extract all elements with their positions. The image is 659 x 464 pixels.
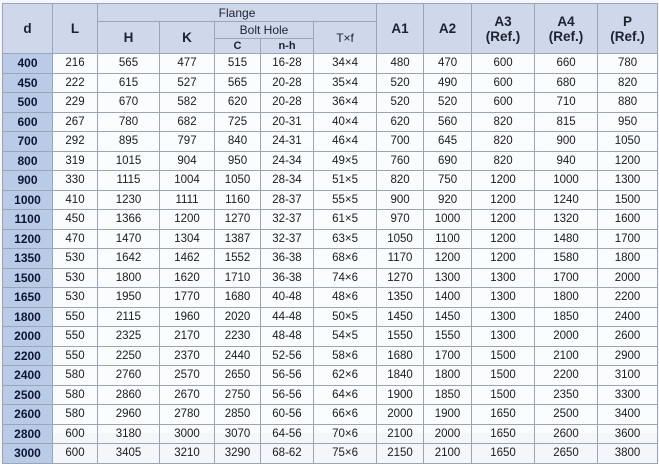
cell-a2: 1800 <box>424 366 472 386</box>
cell-a1: 1450 <box>377 307 424 327</box>
cell-k: 2780 <box>160 405 215 425</box>
cell-a1: 1680 <box>377 346 424 366</box>
cell-c: 2440 <box>215 346 261 366</box>
cell-k: 477 <box>160 54 215 74</box>
cell-a4: 2600 <box>535 424 598 444</box>
header-a2: A2 <box>424 4 472 54</box>
cell-n-h: 20-28 <box>261 93 314 113</box>
cell-n-h: 52-56 <box>261 346 314 366</box>
cell-t-f: 40×4 <box>314 112 377 132</box>
cell-k: 1200 <box>160 210 215 230</box>
header-d: d <box>3 4 53 54</box>
cell-c: 620 <box>215 93 261 113</box>
cell-p: 3600 <box>598 424 658 444</box>
cell-n-h: 48-48 <box>261 327 314 347</box>
cell-a4: 660 <box>535 54 598 74</box>
header-a4-ref: (Ref.) <box>548 28 584 44</box>
cell-p: 2200 <box>598 288 658 308</box>
cell-a3: 1500 <box>472 366 535 386</box>
cell-d: 2600 <box>3 405 53 425</box>
cell-a2: 1850 <box>424 385 472 405</box>
cell-k: 3210 <box>160 444 215 464</box>
cell-a3: 1650 <box>472 424 535 444</box>
cell-a1: 700 <box>377 132 424 152</box>
cell-n-h: 20-28 <box>261 73 314 93</box>
header-p-ref: (Ref.) <box>610 28 645 44</box>
header-l: L <box>53 4 98 54</box>
cell-p: 950 <box>598 112 658 132</box>
cell-a4: 940 <box>535 151 598 171</box>
cell-c: 950 <box>215 151 261 171</box>
header-a3-label: A3 <box>494 13 512 29</box>
cell-a2: 1700 <box>424 346 472 366</box>
cell-k: 582 <box>160 93 215 113</box>
cell-h: 3405 <box>98 444 160 464</box>
header-a4 <box>535 4 598 54</box>
cell-a2: 1300 <box>424 268 472 288</box>
cell-h: 1115 <box>98 171 160 191</box>
cell-t-f: 55×5 <box>314 190 377 210</box>
cell-l: 319 <box>53 151 98 171</box>
cell-d: 700 <box>3 132 53 152</box>
cell-t-f: 54×5 <box>314 327 377 347</box>
cell-p: 1200 <box>598 151 658 171</box>
cell-n-h: 24-34 <box>261 151 314 171</box>
cell-a2: 1100 <box>424 229 472 249</box>
cell-t-f: 62×6 <box>314 366 377 386</box>
cell-a4: 2500 <box>535 405 598 425</box>
header-k: K <box>160 22 215 54</box>
cell-p: 3100 <box>598 366 658 386</box>
cell-c: 2650 <box>215 366 261 386</box>
cell-t-f: 63×5 <box>314 229 377 249</box>
cell-h: 1950 <box>98 288 160 308</box>
cell-a3: 820 <box>472 132 535 152</box>
cell-a2: 1450 <box>424 307 472 327</box>
table-row <box>3 151 658 171</box>
cell-d: 1000 <box>3 190 53 210</box>
cell-t-f: 34×4 <box>314 54 377 74</box>
cell-k: 2170 <box>160 327 215 347</box>
cell-c: 3070 <box>215 424 261 444</box>
cell-a2: 690 <box>424 151 472 171</box>
cell-a3: 1650 <box>472 405 535 425</box>
cell-h: 895 <box>98 132 160 152</box>
cell-c: 1270 <box>215 210 261 230</box>
cell-l: 580 <box>53 366 98 386</box>
cell-c: 1710 <box>215 268 261 288</box>
cell-p: 780 <box>598 54 658 74</box>
cell-p: 3800 <box>598 444 658 464</box>
cell-p: 820 <box>598 73 658 93</box>
header-a1: A1 <box>377 4 424 54</box>
cell-a1: 2100 <box>377 424 424 444</box>
cell-d: 900 <box>3 171 53 191</box>
header-n-h: n-h <box>261 39 314 54</box>
cell-a1: 1550 <box>377 327 424 347</box>
cell-a4: 710 <box>535 93 598 113</box>
cell-a3: 600 <box>472 73 535 93</box>
cell-n-h: 20-31 <box>261 112 314 132</box>
cell-l: 550 <box>53 346 98 366</box>
cell-a4: 1480 <box>535 229 598 249</box>
cell-a1: 970 <box>377 210 424 230</box>
cell-h: 2115 <box>98 307 160 327</box>
cell-p: 3400 <box>598 405 658 425</box>
cell-h: 1642 <box>98 249 160 269</box>
cell-h: 670 <box>98 93 160 113</box>
cell-a3: 1650 <box>472 444 535 464</box>
table-row <box>3 385 658 405</box>
cell-n-h: 32-37 <box>261 210 314 230</box>
cell-d: 2500 <box>3 385 53 405</box>
cell-k: 2570 <box>160 366 215 386</box>
cell-h: 2250 <box>98 346 160 366</box>
cell-p: 3300 <box>598 385 658 405</box>
cell-k: 3000 <box>160 424 215 444</box>
cell-l: 450 <box>53 210 98 230</box>
cell-p: 1050 <box>598 132 658 152</box>
cell-t-f: 46×4 <box>314 132 377 152</box>
cell-k: 1462 <box>160 249 215 269</box>
cell-a1: 520 <box>377 93 424 113</box>
table-header <box>3 4 658 54</box>
table-row <box>3 405 658 425</box>
cell-d: 2400 <box>3 366 53 386</box>
cell-l: 550 <box>53 327 98 347</box>
cell-h: 1015 <box>98 151 160 171</box>
cell-a3: 1300 <box>472 307 535 327</box>
cell-n-h: 36-38 <box>261 249 314 269</box>
cell-a1: 2000 <box>377 405 424 425</box>
cell-d: 500 <box>3 93 53 113</box>
cell-a4: 815 <box>535 112 598 132</box>
cell-a1: 1050 <box>377 229 424 249</box>
cell-h: 615 <box>98 73 160 93</box>
header-p <box>598 4 658 54</box>
cell-c: 515 <box>215 54 261 74</box>
cell-a4: 2100 <box>535 346 598 366</box>
table-row <box>3 249 658 269</box>
cell-p: 1300 <box>598 171 658 191</box>
table-body <box>3 54 658 464</box>
cell-l: 292 <box>53 132 98 152</box>
cell-a4: 1850 <box>535 307 598 327</box>
cell-l: 222 <box>53 73 98 93</box>
cell-d: 3000 <box>3 444 53 464</box>
cell-d: 600 <box>3 112 53 132</box>
cell-l: 410 <box>53 190 98 210</box>
table-row <box>3 268 658 288</box>
table-row <box>3 112 658 132</box>
cell-k: 1770 <box>160 288 215 308</box>
cell-h: 565 <box>98 54 160 74</box>
table-row <box>3 229 658 249</box>
cell-c: 2850 <box>215 405 261 425</box>
cell-t-f: 61×5 <box>314 210 377 230</box>
cell-k: 904 <box>160 151 215 171</box>
cell-a1: 1350 <box>377 288 424 308</box>
table-row <box>3 54 658 74</box>
cell-d: 400 <box>3 54 53 74</box>
table-row <box>3 190 658 210</box>
cell-a4: 2000 <box>535 327 598 347</box>
cell-c: 725 <box>215 112 261 132</box>
cell-a2: 2100 <box>424 444 472 464</box>
cell-p: 2600 <box>598 327 658 347</box>
cell-t-f: 36×4 <box>314 93 377 113</box>
cell-k: 2670 <box>160 385 215 405</box>
cell-h: 3180 <box>98 424 160 444</box>
cell-a2: 920 <box>424 190 472 210</box>
cell-p: 880 <box>598 93 658 113</box>
cell-c: 565 <box>215 73 261 93</box>
cell-a1: 1170 <box>377 249 424 269</box>
cell-n-h: 16-28 <box>261 54 314 74</box>
cell-n-h: 32-37 <box>261 229 314 249</box>
cell-t-f: 66×6 <box>314 405 377 425</box>
cell-c: 2020 <box>215 307 261 327</box>
cell-p: 2000 <box>598 268 658 288</box>
cell-a2: 1900 <box>424 405 472 425</box>
cell-d: 800 <box>3 151 53 171</box>
cell-a3: 820 <box>472 151 535 171</box>
cell-t-f: 48×6 <box>314 288 377 308</box>
header-a4-label: A4 <box>557 13 575 29</box>
table-row <box>3 132 658 152</box>
cell-h: 780 <box>98 112 160 132</box>
table-row <box>3 171 658 191</box>
cell-n-h: 56-56 <box>261 366 314 386</box>
cell-h: 2860 <box>98 385 160 405</box>
cell-k: 1304 <box>160 229 215 249</box>
cell-p: 1700 <box>598 229 658 249</box>
header-a3 <box>472 4 535 54</box>
cell-a3: 1200 <box>472 171 535 191</box>
table-row <box>3 366 658 386</box>
cell-l: 229 <box>53 93 98 113</box>
cell-l: 216 <box>53 54 98 74</box>
cell-d: 1200 <box>3 229 53 249</box>
cell-d: 2200 <box>3 346 53 366</box>
cell-k: 527 <box>160 73 215 93</box>
cell-t-f: 51×5 <box>314 171 377 191</box>
cell-a3: 600 <box>472 54 535 74</box>
cell-d: 1800 <box>3 307 53 327</box>
cell-c: 840 <box>215 132 261 152</box>
cell-l: 530 <box>53 249 98 269</box>
cell-a3: 1300 <box>472 268 535 288</box>
cell-a1: 820 <box>377 171 424 191</box>
cell-k: 1620 <box>160 268 215 288</box>
cell-k: 2370 <box>160 346 215 366</box>
cell-d: 2000 <box>3 327 53 347</box>
cell-c: 1050 <box>215 171 261 191</box>
cell-a3: 1500 <box>472 346 535 366</box>
header-c: C <box>215 39 261 54</box>
cell-n-h: 28-37 <box>261 190 314 210</box>
cell-a2: 2000 <box>424 424 472 444</box>
cell-n-h: 28-34 <box>261 171 314 191</box>
cell-a2: 1000 <box>424 210 472 230</box>
cell-t-f: 58×6 <box>314 346 377 366</box>
cell-d: 450 <box>3 73 53 93</box>
cell-l: 600 <box>53 444 98 464</box>
cell-a3: 1500 <box>472 385 535 405</box>
cell-d: 1650 <box>3 288 53 308</box>
cell-n-h: 44-48 <box>261 307 314 327</box>
cell-h: 1800 <box>98 268 160 288</box>
table-row <box>3 210 658 230</box>
cell-p: 2900 <box>598 346 658 366</box>
spec-sheet <box>2 3 657 460</box>
cell-h: 1470 <box>98 229 160 249</box>
header-a3-ref: (Ref.) <box>485 28 521 44</box>
cell-a2: 520 <box>424 93 472 113</box>
cell-n-h: 36-38 <box>261 268 314 288</box>
cell-c: 1552 <box>215 249 261 269</box>
cell-c: 2230 <box>215 327 261 347</box>
cell-k: 682 <box>160 112 215 132</box>
cell-a1: 2150 <box>377 444 424 464</box>
cell-a4: 1700 <box>535 268 598 288</box>
table-row <box>3 307 658 327</box>
cell-a4: 900 <box>535 132 598 152</box>
cell-d: 1350 <box>3 249 53 269</box>
cell-a1: 760 <box>377 151 424 171</box>
cell-l: 530 <box>53 288 98 308</box>
cell-a2: 1550 <box>424 327 472 347</box>
header-p-label: P <box>623 13 633 29</box>
cell-a1: 520 <box>377 73 424 93</box>
cell-a4: 1800 <box>535 288 598 308</box>
table-row <box>3 346 658 366</box>
cell-a3: 600 <box>472 93 535 113</box>
cell-c: 2750 <box>215 385 261 405</box>
cell-d: 1100 <box>3 210 53 230</box>
cell-a2: 490 <box>424 73 472 93</box>
cell-a4: 1580 <box>535 249 598 269</box>
cell-h: 2325 <box>98 327 160 347</box>
cell-c: 1160 <box>215 190 261 210</box>
cell-a4: 2350 <box>535 385 598 405</box>
cell-a2: 750 <box>424 171 472 191</box>
cell-l: 580 <box>53 385 98 405</box>
cell-l: 580 <box>53 405 98 425</box>
cell-a3: 1200 <box>472 249 535 269</box>
table-row <box>3 93 658 113</box>
cell-a4: 2200 <box>535 366 598 386</box>
cell-a3: 820 <box>472 112 535 132</box>
cell-d: 2800 <box>3 424 53 444</box>
cell-k: 1111 <box>160 190 215 210</box>
cell-a4: 2650 <box>535 444 598 464</box>
cell-a4: 1240 <box>535 190 598 210</box>
cell-l: 330 <box>53 171 98 191</box>
cell-n-h: 60-56 <box>261 405 314 425</box>
cell-a1: 900 <box>377 190 424 210</box>
cell-t-f: 70×6 <box>314 424 377 444</box>
cell-a4: 1320 <box>535 210 598 230</box>
cell-a4: 1000 <box>535 171 598 191</box>
flange-dimension-table <box>2 3 658 464</box>
cell-t-f: 35×4 <box>314 73 377 93</box>
cell-n-h: 40-48 <box>261 288 314 308</box>
cell-h: 1366 <box>98 210 160 230</box>
cell-h: 2760 <box>98 366 160 386</box>
cell-k: 797 <box>160 132 215 152</box>
table-row <box>3 288 658 308</box>
cell-a3: 1200 <box>472 190 535 210</box>
cell-a1: 1270 <box>377 268 424 288</box>
header-flange: Flange <box>98 4 377 22</box>
cell-p: 1800 <box>598 249 658 269</box>
cell-n-h: 68-62 <box>261 444 314 464</box>
cell-t-f: 75×6 <box>314 444 377 464</box>
table-row <box>3 73 658 93</box>
cell-k: 1004 <box>160 171 215 191</box>
cell-p: 2400 <box>598 307 658 327</box>
cell-a1: 620 <box>377 112 424 132</box>
cell-c: 3290 <box>215 444 261 464</box>
cell-a1: 1900 <box>377 385 424 405</box>
cell-a2: 645 <box>424 132 472 152</box>
cell-l: 530 <box>53 268 98 288</box>
cell-t-f: 49×5 <box>314 151 377 171</box>
cell-t-f: 50×5 <box>314 307 377 327</box>
cell-a2: 560 <box>424 112 472 132</box>
cell-t-f: 74×6 <box>314 268 377 288</box>
header-t-f: T×f <box>314 22 377 54</box>
cell-k: 1960 <box>160 307 215 327</box>
cell-h: 2960 <box>98 405 160 425</box>
header-bolt-hole: Bolt Hole <box>215 22 314 39</box>
cell-h: 1230 <box>98 190 160 210</box>
cell-n-h: 56-56 <box>261 385 314 405</box>
cell-n-h: 64-56 <box>261 424 314 444</box>
cell-l: 470 <box>53 229 98 249</box>
table-row <box>3 424 658 444</box>
cell-l: 267 <box>53 112 98 132</box>
cell-p: 1600 <box>598 210 658 230</box>
cell-p: 1500 <box>598 190 658 210</box>
cell-a2: 1400 <box>424 288 472 308</box>
cell-a1: 1840 <box>377 366 424 386</box>
cell-a3: 1200 <box>472 210 535 230</box>
cell-a1: 480 <box>377 54 424 74</box>
cell-t-f: 68×6 <box>314 249 377 269</box>
header-h: H <box>98 22 160 54</box>
cell-c: 1387 <box>215 229 261 249</box>
cell-l: 550 <box>53 307 98 327</box>
cell-a3: 1300 <box>472 327 535 347</box>
cell-a4: 680 <box>535 73 598 93</box>
cell-a3: 1200 <box>472 229 535 249</box>
cell-a3: 1300 <box>472 288 535 308</box>
cell-d: 1500 <box>3 268 53 288</box>
cell-a2: 1200 <box>424 249 472 269</box>
cell-c: 1680 <box>215 288 261 308</box>
cell-t-f: 64×6 <box>314 385 377 405</box>
cell-a2: 470 <box>424 54 472 74</box>
table-row <box>3 327 658 347</box>
table-row <box>3 444 658 464</box>
cell-l: 600 <box>53 424 98 444</box>
cell-n-h: 24-31 <box>261 132 314 152</box>
